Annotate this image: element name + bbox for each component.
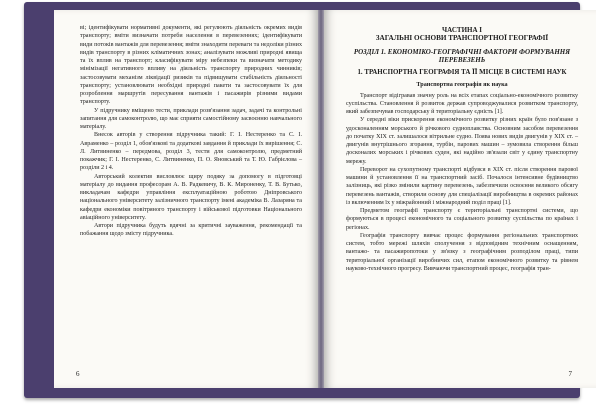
right-paragraph-5: Географія транспорту вивчає процес формування регіональних транспортних систем, тобто мережі шляхів сполучення з відповідним технічним оснащенням, вантажо- та пасажиропотоки у зв'язку з географічним розподілом праці, типи територіальної організації виробничих сил, етапом економічного розвитку та рівнем науково-технічного прогресу. Вивчаючи транспортний процес, географія тран-	[346, 232, 578, 272]
part-label: ЧАСТИНА І	[442, 26, 482, 34]
right-paragraph-1: Транспорт відігравав значну роль на всіх етапах соціально-економічного розвитку суспільства. Становлення й розвиток держав супроводжувалися розвитком транспорту, який забезпечував господарську й територіальну єдність [1].	[346, 92, 578, 115]
left-paragraph-5: Автори підручника будуть вдячні за критичні зауваження, рекомендації та побажання щодо змісту підручника.	[80, 223, 302, 238]
right-paragraph-4: Предметом географії транспорту є територіальні транспортні системи, що формуються в процесі економічного та соціального розвитку суспільства по країнах і регіонах.	[346, 208, 578, 231]
subsection-title: Транспортна географія як наука	[416, 81, 508, 89]
left-paragraph-2: У підручнику вміщено тести, приклади розв'язання задач, задачі та контрольні запитання для самоконтролю, що має сприяти самостійному засвоєнню навчального матеріалу.	[80, 107, 302, 130]
right-page-number: 7	[568, 370, 572, 378]
left-paragraph-3: Внесок авторів у створення підручника такий: Г. І. Нестеренко та С. І. Авраменко – розділ 1, обов'язкові та додаткові завдання й приклади їх вирішення; С. Л. Литвиненко – передмова, розділ 3, тести для самоконтролю, предметний покажчик; Г. І. Нестеренко, С. Литвиненко, П. О. Яновський та Т. Ю. Габрієлова – розділи 2 і 4.	[80, 132, 302, 172]
left-page-number: 6	[76, 370, 80, 378]
section-title: РОЗДІЛ 1. ЕКОНОМІКО-ГЕОГРАФІЧНІ ФАКТОРИ ФОРМУВАННЯ ПЕРЕВЕЗЕНЬ	[353, 47, 571, 64]
right-paragraph-2: У середні віки прискорення економічного розвитку різних країн було пов'язане з удосконаленням морського й річкового судноплавства. Основним засобом перевезення до початку XIX ст. залишалося вітрильне судно. Поява нових видів двигунів у XIX ст. – двигунів внутрішнього згорання, турбін, парових машин – зумовила створення більш досконалих морських і річкових суден, які надійно зв'язали світ у єдину транспортну мережу.	[346, 117, 578, 165]
book	[24, 2, 580, 398]
part-title: ЗАГАЛЬНІ ОСНОВИ ТРАНСПОРТНОЇ ГЕОГРАФІЇ	[375, 34, 549, 43]
left-paragraph-4: Авторський колектив висловлює щиру подяку за допомогу в підготовці матеріалу до видання професорам А. В. Радкевичу, В. К. Мироненку, Т. В. Бутько, викладачам кафедри управління експлуатаційною роботою Дніпровського національного університету залізничного транспорту імені академіка В. Лазаряна та кафедри економіки повітряного транспорту і військової підготовки Національного авіаційного університету.	[80, 173, 302, 221]
left-paragraph-1: ві; ідентифікувати нормативні документи, які регулюють діяльність окремих видів транспорту; вміти визначати потреби населення в перевезеннях; ідентифікувати види потоків вантажів для перевезення; вміти знаходити переваги та недоліки різних видів транспорту в різних кліматичних зонах; аналізувати можливі природні явища та їх вплив на транспорт; класифікувати міру небезпеки та визначати методику мінімізації негативного впливу на діяльність транспорту природних чинників; застосовувати механізм ліквідації ризиків та підвищувати стабільність діяльності транспорту; установлювати необхідні природні пакети та застосовувати їх для розроблення маршрутів пересування вантажів і пасажирів різними видами транспорту.	[80, 25, 302, 106]
right-page-body	[346, 24, 578, 273]
right-paragraph-3: Переворот на сухопутному транспорті відбувся в XIX ст. після створення парової машини й установлення її на транспортний засіб. Почалося інтенсивне будівництво залізниць, які різко змінили картину перевезень, забезпечили освоєння великого обсягу перевезень вантажів, створили основу для спеціалізації виробництва в окремих районах із включенням їх у міжрайонний і міжнародний поділ праці [1].	[346, 166, 578, 206]
right-page	[324, 10, 596, 388]
left-page-body	[80, 24, 302, 239]
left-page	[54, 10, 318, 388]
chapter-title: 1. ТРАНСПОРТНА ГЕОГРАФІЯ ТА ЇЇ МІСЦЕ В СИСТЕМІ НАУК	[357, 69, 567, 76]
